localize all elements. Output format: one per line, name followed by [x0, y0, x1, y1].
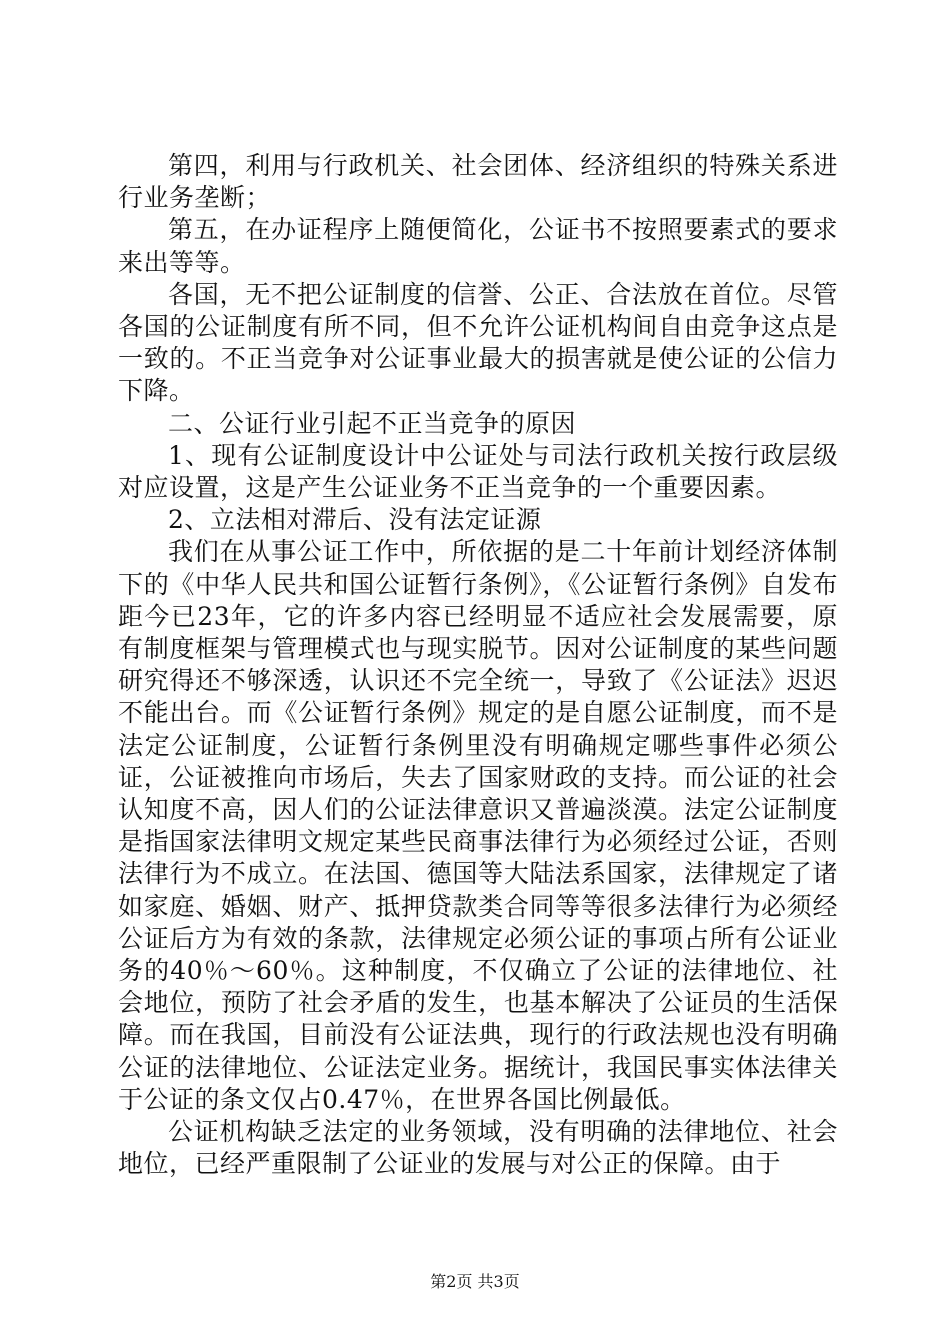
document-body: [118, 150, 838, 1181]
paragraph: 公证机构缺乏法定的业务领域，没有明确的法律地位、社会地位，已经严重限制了公证业的发展与对公正的保障。由于: [118, 1117, 838, 1179]
paragraph: 第五，在办证程序上随便简化，公证书不按照要素式的要求来出等等。: [118, 215, 838, 277]
page-number-footer: 第2页 共3页: [430, 1272, 520, 1291]
paragraph: 1、现有公证制度设计中公证处与司法行政机关按行政层级对应设置，这是产生公证业务不正当竞争的一个重要因素。: [118, 440, 838, 503]
subsection-heading: 2、立法相对滞后、没有法定证源: [168, 505, 542, 535]
paragraph: 各国，无不把公证制度的信誉、公正、合法放在首位。尽管各国的公证制度有所不同，但不允许公证机构间自由竞争这点是一致的。不正当竞争对公证事业最大的损害就是使公证的公信力下降。: [118, 279, 838, 406]
section-heading: 二、公证行业引起不正当竞争的原因: [168, 408, 577, 438]
paragraph: 第四，利用与行政机关、社会团体、经济组织的特殊关系进行业务垄断；: [118, 151, 838, 213]
paragraph: 我们在从事公证工作中，所依据的是二十年前计划经济体制下的《中华人民共和国公证暂行条例》，《公证暂行条例》自发布距今已23年，它的许多内容已经明显不适应社会发展需要，原有制度框架与管理模式也与现实脱节。因对公证制度的某些问题研究得还不够深透，认识还不完全统一，导致了《公证法》迟迟不能出台。而《公证暂行条例》规定的是自愿公证制度，而不是法定公证制度，公证暂行条例里没有明确规定哪些事件必须公证，公证被推向市场后，失去了国家财政的支持。而公证的社会认知度不高，因人们的公证法律意识又普遍淡漠。法定公证制度是指国家法律明文规定某些民商事法律行为必须经过公证，否则法律行为不成立。在法国、德国等大陆法系国家，法律规定了诸如家庭、婚姻、财产、抵押贷款类合同等等很多法律行为必须经公证后方为有效的条款，法律规定必须公证的事项占所有公证业务的40％～60％。这种制度，不仅确立了公证的法律地位、社会地位，预防了社会矛盾的发生，也基本解决了公证员的生活保障。而在我国，目前没有公证法典，现行的行政法规也没有明确公证的法律地位、公证法定业务。据统计，我国民事实体法律关于公证的条文仅占0.47％，在世界各国比例最低。: [118, 537, 838, 1114]
